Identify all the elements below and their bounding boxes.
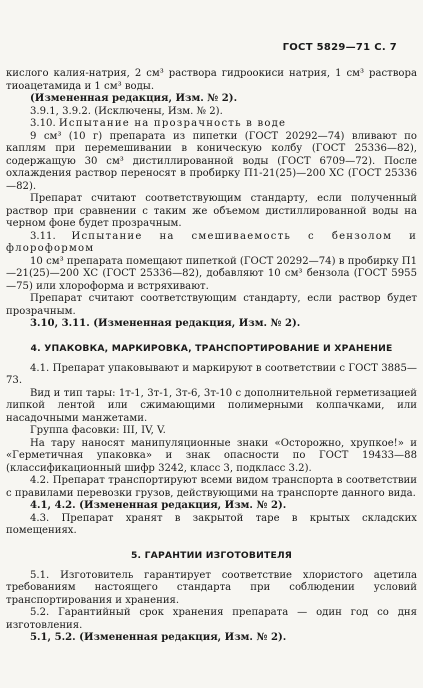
amendment-note: 5.1, 5.2. (Измененная редакция, Изм. № 2). [30, 632, 287, 643]
page-header: ГОСТ 5829—71 С. 7 [282, 42, 397, 53]
section-heading: 5. ГАРАНТИИ ИЗГОТОВИТЕЛЯ [130, 549, 293, 561]
paragraph: 3.9.1, 3.9.2. (Исключены, Изм. № 2). [30, 105, 223, 117]
clause-title: Испытание на смешиваемость с бензолом и флороформом [6, 230, 418, 254]
paragraph: 9 см³ (10 г) препарата из пипетки (ГОСТ 20292—74) вливают по каплям при перемешивании в коническую колбу (ГОСТ 25336—82), содержащую 30 см³ дистиллированной воды (ГОСТ 6709—72). После охлаждения раствор переносят в пробирку П1-21(25)—200 ХС (ГОСТ 25336—82). [6, 130, 417, 192]
clause-number: 3.10. [30, 118, 56, 129]
clause-number: 3.11. [30, 230, 56, 242]
amendment-note: 3.10, 3.11. (Измененная редакция, Изм. № 2). [30, 318, 301, 329]
paragraph: 10 см³ препарата помещают пипеткой (ГОСТ 20292—74) в пробирку П1—21(25)—200 ХС (ГОСТ 25336—82), добавляют 10 см³ бензола (ГОСТ 5955—75) или хлороформа и встряхивают. [6, 255, 417, 292]
clause-heading [6, 231, 417, 256]
clause-title: Испытание на прозрачность в воде [58, 118, 287, 129]
section-heading: 4. УПАКОВКА, МАРКИРОВКА, ТРАНСПОРТИРОВАНИЕ И ХРАНЕНИЕ [30, 342, 393, 354]
paragraph: 4.1. Препарат упаковывают и маркируют в соответствии с ГОСТ 3885—73. [6, 362, 417, 386]
clause-heading [6, 118, 417, 131]
amendment-note: (Измененная редакция, Изм. № 2). [30, 93, 238, 104]
paragraph: 4.3. Препарат хранят в закрытой таре в крытых складских помещениях. [6, 512, 417, 536]
paragraph: 5.2. Гарантийный срок хранения препарата — один год со дня изготовления. [6, 607, 417, 631]
paragraph: На тару наносят манипуляционные знаки «Осторожно, хрупкое!» и «Герметичная упаковка» и знак опасности по ГОСТ 19433—88 (классификационный шифр 3242, класс 3, подкласс 3.2). [6, 437, 417, 474]
paragraph: 4.2. Препарат транспортируют всеми видом транспорта в соответствии с правилами перевозки грузов, действующими на транспорте данного вида. [6, 475, 417, 499]
paragraph: Препарат считают соответствующим стандарту, если раствор будет прозрачным. [6, 293, 417, 317]
paragraph: кислого калия-натрия, 2 см³ раствора гидроокиси натрия, 1 см³ раствора тиоацетамида и 1 см³ воды. [6, 68, 417, 92]
paragraph: Группа фасовки: III, IV, V. [30, 425, 166, 436]
paragraph: Вид и тип тары: 1т-1, 3т-1, 3т-6, 3т-10 с дополнительной герметизацией липкой лентой или сжимающими полимерными колпачками, или насадочными манжетами. [6, 387, 417, 424]
paragraph: 5.1. Изготовитель гарантирует соответствие хлористого ацетила требованиям настоящего стандарта при соблюдении условий транспортирования и хранения. [6, 569, 417, 606]
document-body [6, 68, 417, 645]
amendment-note: 4.1, 4.2. (Измененная редакция, Изм. № 2). [30, 500, 287, 511]
paragraph: Препарат считают соответствующим стандарту, если полученный раствор при сравнении с таким же объемом дистиллированной воды на черном фоне будет прозрачным. [6, 193, 417, 229]
